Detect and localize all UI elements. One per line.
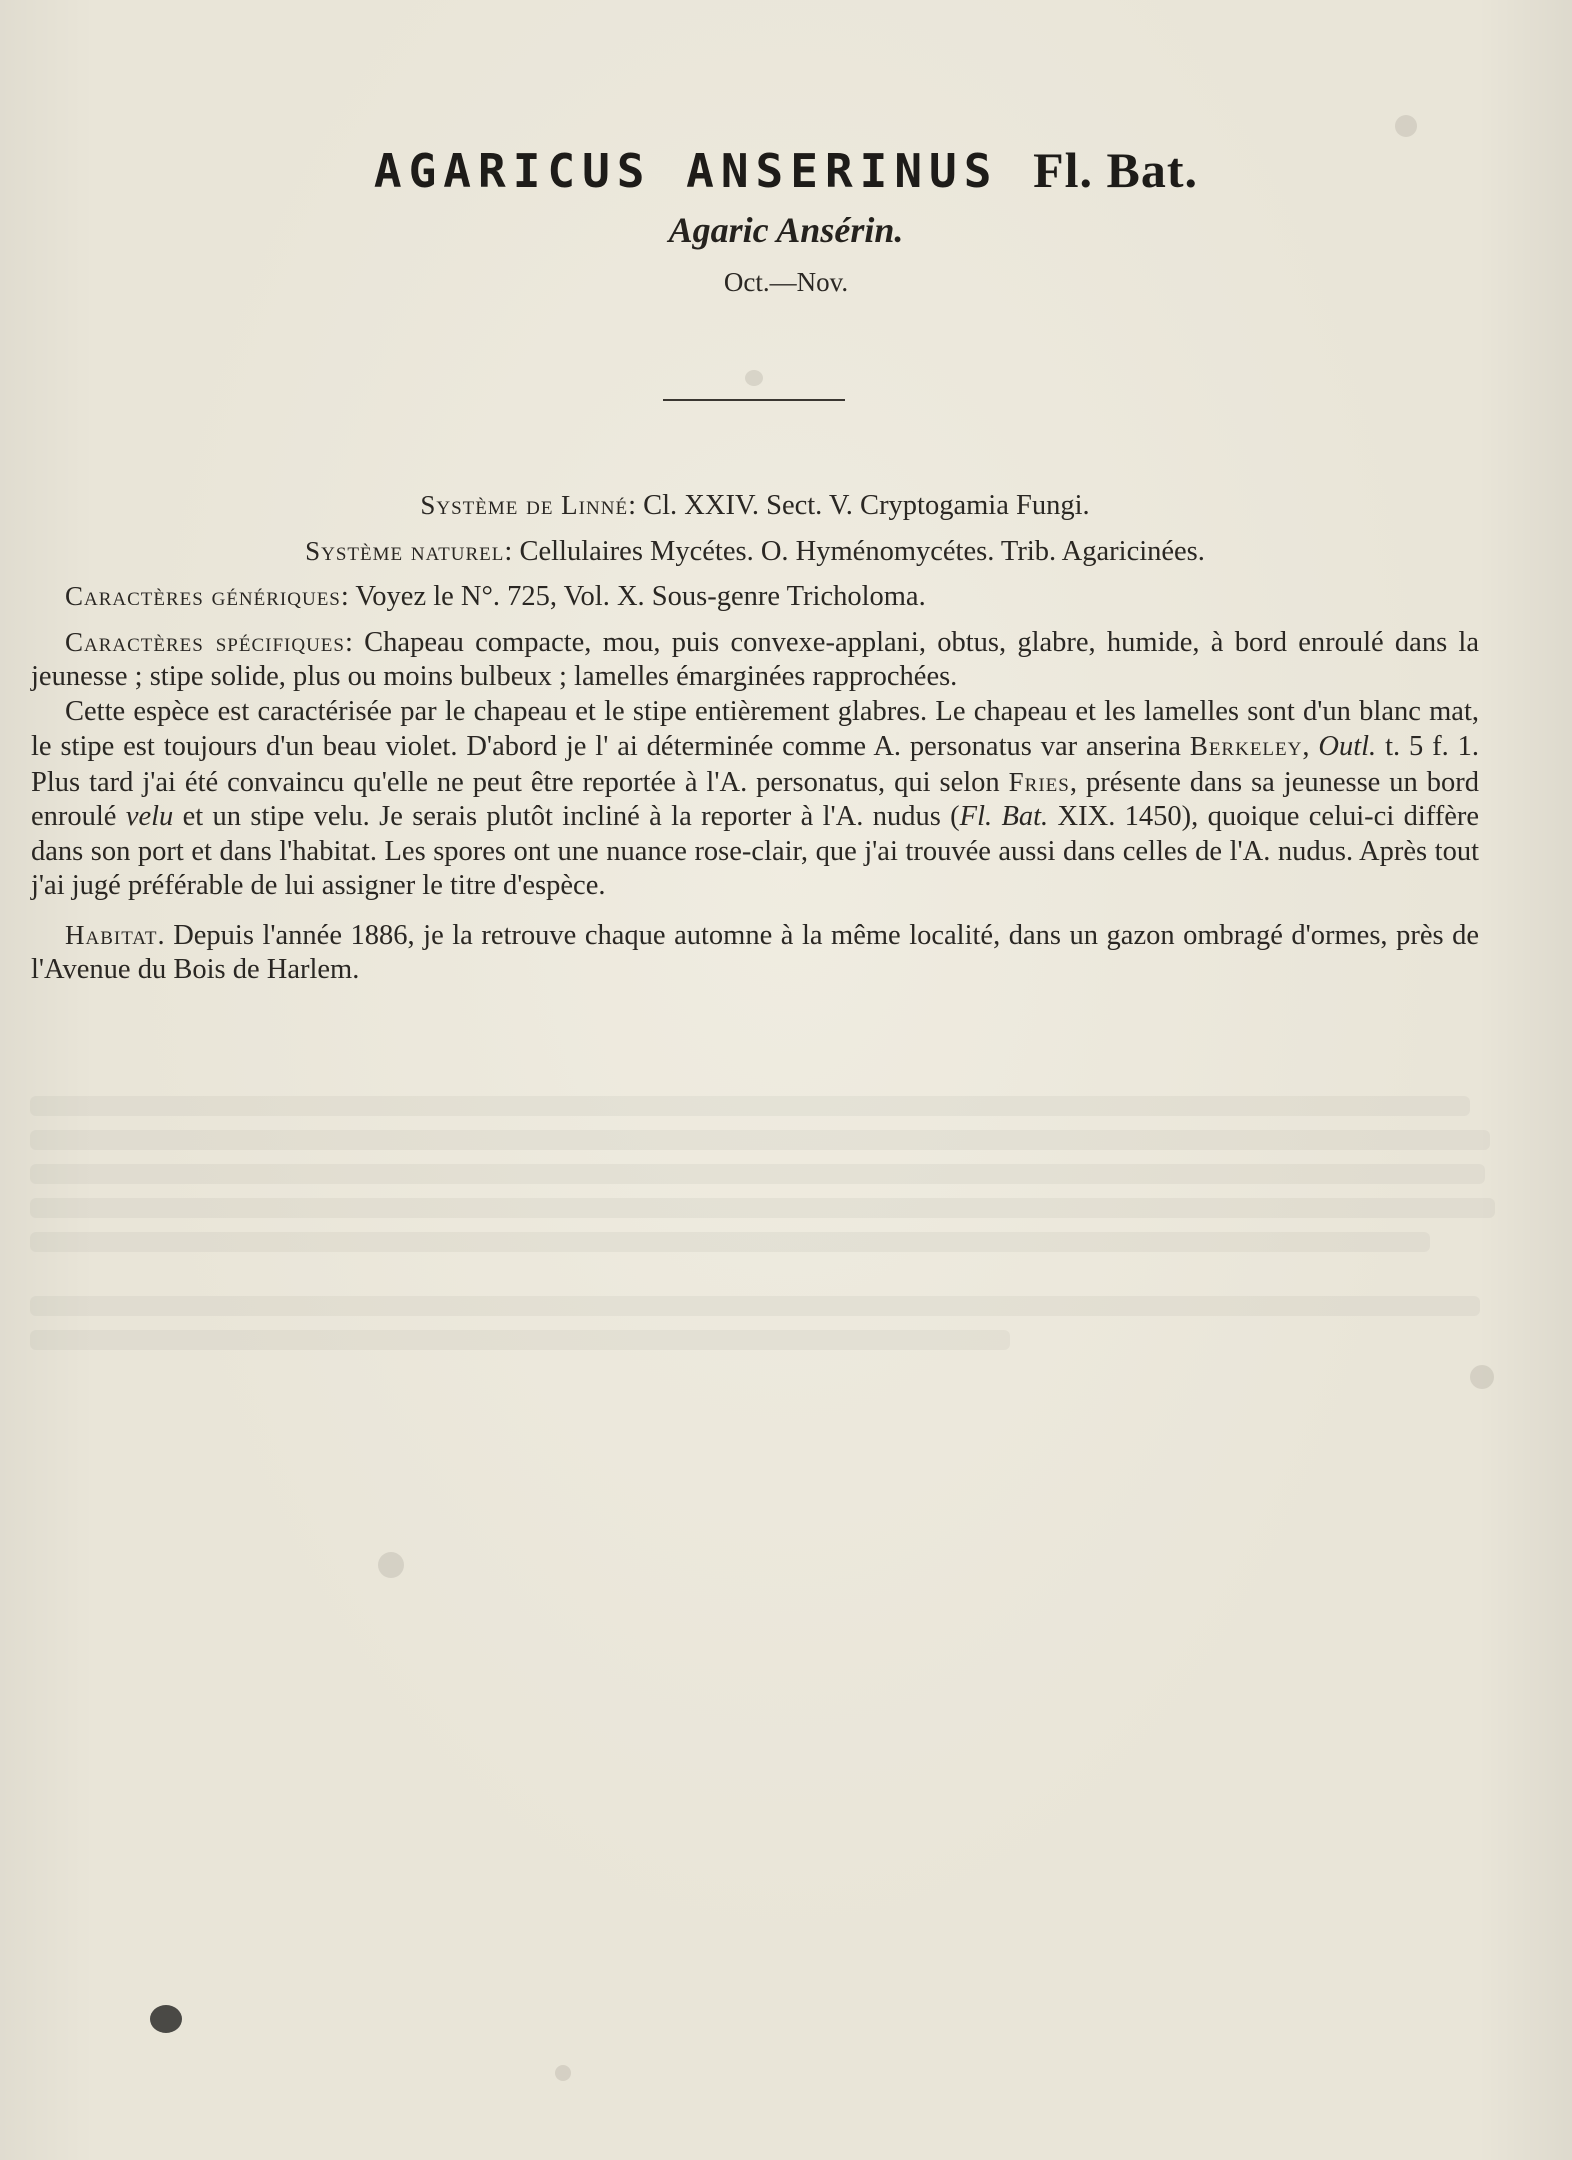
description-text: Cette espèce est caractérisée par le chapeau et le stipe entièrement glabres. Le chapeau et les lamelles sont d'un blanc mat, le stipe est toujours d'un beau violet. D'abord je l' ai déterminée comme A. personatus var anserina [31, 695, 1479, 762]
show-through-line [30, 1296, 1480, 1316]
habitat-label: Habitat [65, 919, 158, 950]
naturel-value: : Cellulaires Mycétes. O. Hyménomycétes. Trib. Agaricinées. [504, 535, 1205, 567]
description-text: et un stipe velu. Je serais plutôt incliné à la reporter à l'A. nudus ( [173, 801, 960, 832]
show-through-line [30, 1130, 1490, 1150]
show-through-line [30, 1330, 1010, 1350]
species-title [0, 140, 1572, 201]
habitat-text: . Depuis l'année 1886, je la retrouve chaque automne à la même localité, dans un gazon ombragé d'ormes, près de l'Avenue du Bois de Harlem. [31, 919, 1479, 985]
reference-flbat: Fl. Bat. [959, 801, 1049, 832]
description-text: XIX. 1450), quoique celui-ci diffère dans son port et dans l'habitat. Les spores ont une nuance rose-clair, que j'ai trouvée aussi dans celles de l'A. nudus. Après tout j'ai jugé préférable de lui assigner le titre d'espèce. [31, 801, 1480, 901]
foxing-spot [555, 2065, 571, 2081]
description-text: , présente dans sa jeunesse un bord enroulé [31, 766, 1479, 832]
description-text: , [1302, 731, 1319, 762]
generiques-label: Caractères génériques [65, 581, 341, 611]
foxing-spot [378, 1552, 404, 1578]
generic-characters [31, 579, 1479, 615]
natural-classification [31, 534, 1479, 570]
show-through-line [30, 1198, 1495, 1218]
linne-classification [31, 488, 1479, 524]
page-header [0, 140, 1572, 299]
specifiques-text: : Chapeau compacte, mou, puis convexe-applani, obtus, glabre, humide, à bord enroulé dans la jeunesse ; stipe solide, plus ou moins bulbeux ; lamelles émarginées rapprochées. [31, 626, 1479, 692]
description-text: t. 5 f. 1. Plus tard j'ai été convaincu qu'elle ne peut être reportée à l'A. personatus, qui selon [31, 731, 1479, 798]
linne-value: : Cl. XXIV. Sect. V. Cryptogamia Fungi. [628, 490, 1090, 521]
show-through-line [30, 1096, 1470, 1116]
document-body [31, 488, 1479, 988]
generiques-value: : Voyez le N°. 725, Vol. X. Sous-genre Tricholoma. [340, 581, 926, 612]
linne-label: Système de Linné [420, 490, 629, 520]
show-through-line [30, 1232, 1430, 1252]
reference-outl: Outl. [1318, 731, 1377, 762]
french-name: Agaric Ansérin. [668, 210, 904, 250]
title-main: AGARICUS ANSERINUS [373, 144, 999, 198]
title-authority: Fl. Bat. [1033, 142, 1199, 198]
foxing-spot [1470, 1365, 1494, 1389]
author-fries: Fries [1008, 766, 1070, 797]
habitat-paragraph [31, 918, 1479, 988]
season-period: Oct.—Nov. [723, 267, 849, 297]
foxing-spot [1395, 115, 1417, 137]
divider-rule [663, 399, 845, 401]
description-paragraph [31, 695, 1479, 904]
naturel-label: Système naturel [305, 535, 505, 566]
ink-spot [150, 2005, 182, 2033]
foxing-spot [745, 370, 763, 386]
term-velu: velu [125, 801, 174, 832]
show-through-line [30, 1164, 1485, 1184]
specifiques-label: Caractères spécifiques [65, 626, 345, 657]
specific-characters [31, 625, 1479, 695]
author-berkeley: Berkeley [1189, 731, 1303, 761]
